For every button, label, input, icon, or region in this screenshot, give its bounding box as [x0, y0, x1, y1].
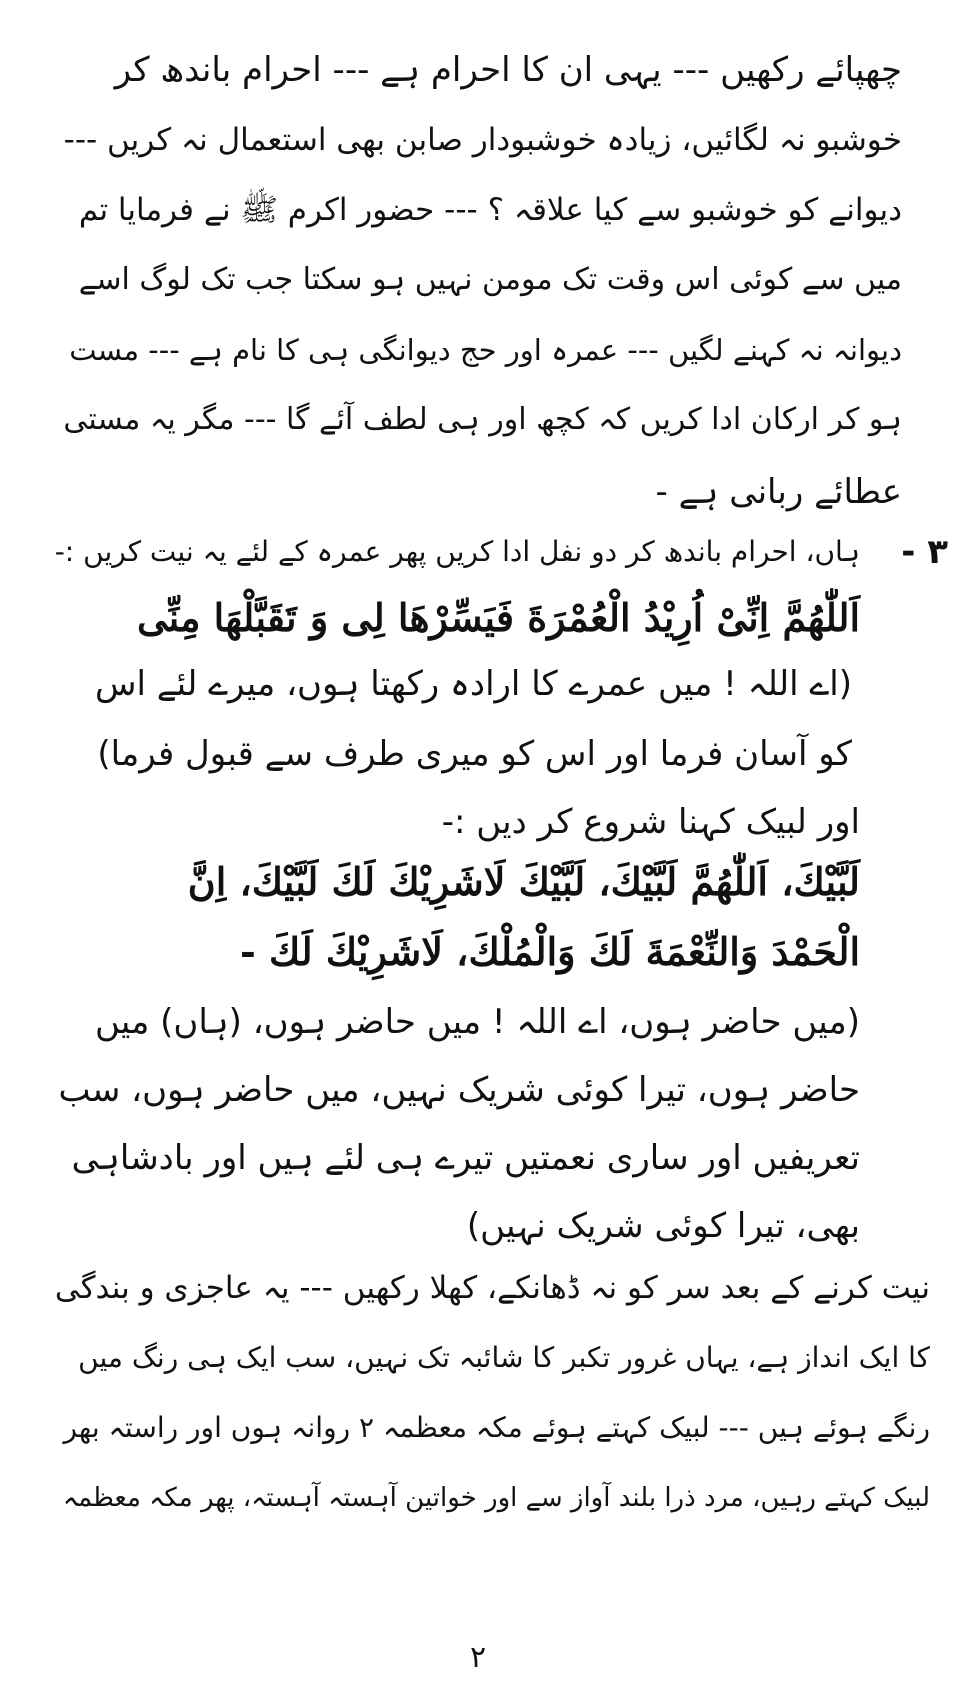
translation-line: بھی، تیرا کوئی شریک نہیں): [466, 1206, 860, 1246]
text-line: دیوانہ نہ کہنے لگیں --- عمرہ اور حج دیوانگی ہی کا نام ہے --- مست: [69, 333, 902, 367]
text-line: رنگے ہوئے ہیں --- لبیک کہتے ہوئے مکہ معظمہ ۲ روانہ ہوں اور راستہ بھر: [63, 1411, 930, 1444]
text-line: کا ایک انداز ہے، یہاں غرور تکبر کا شائبہ تک نہیں، سب ایک ہی رنگ میں: [78, 1341, 930, 1374]
talbiyah-arabic-line: الْحَمْدَ وَالنِّعْمَةَ لَكَ وَالْمُلْكَ، لَاشَرِیْكَ لَكَ -: [240, 929, 860, 974]
text-line: نیت کرنے کے بعد سر کو نہ ڈھانکے، کھلا رکھیں --- یہ عاجزی و بندگی: [54, 1270, 930, 1306]
item-number: ۳ -: [901, 532, 948, 572]
text-line: لبیک کہتے رہیں، مرد ذرا بلند آواز سے اور خواتین آہستہ آہستہ، پھر مکہ معظمہ: [62, 1483, 930, 1513]
arabic-dua: اَللّٰهُمَّ اِنِّیْ اُرِیْدُ الْعُمْرَةَ فَیَسِّرْهَا لِی وَ تَقَبَّلْهَا مِنِّی: [136, 595, 860, 640]
translation-line: کو آسان فرما اور اس کو میری طرف سے قبول فرما): [97, 734, 852, 774]
text-line: خوشبو نہ لگائیں، زیادہ خوشبودار صابن بھی استعمال نہ کریں ---: [63, 122, 902, 158]
page-number: ۲: [470, 1640, 487, 1675]
translation-line: (میں حاضر ہوں، اے اللہ ! میں حاضر ہوں، (ہاں) میں: [94, 1002, 860, 1042]
text-line: چھپائے رکھیں --- یہی ان کا احرام ہے --- احرام باندھ کر: [114, 50, 902, 90]
translation-line: حاضر ہوں، تیرا کوئی شریک نہیں، میں حاضر ہوں، سب: [58, 1070, 860, 1110]
talbiyah-arabic-line: لَبَّیْكَ، اَللّٰهُمَّ لَبَّیْكَ، لَبَّیْكَ لَاشَرِیْكَ لَكَ لَبَّیْكَ، اِنَّ: [187, 859, 860, 904]
text-line: میں سے کوئی اس وقت تک مومن نہیں ہو سکتا جب تک لوگ اسے: [78, 262, 902, 297]
text-line: ہو کر ارکان ادا کریں کہ کچھ اور ہی لطف آئے گا --- مگر یہ مستی: [63, 402, 902, 437]
translation-line: (اے اللہ ! میں عمرے کا ارادہ رکھتا ہوں، میرے لئے اس: [95, 664, 852, 704]
translation-line: تعریفیں اور ساری نعمتیں تیرے ہی لئے ہیں اور بادشاہی: [71, 1138, 860, 1178]
item-text: ہاں، احرام باندھ کر دو نفل ادا کریں پھر عمرہ کے لئے یہ نیت کریں :-: [54, 535, 860, 568]
talbiyah-intro: اور لبیک کہنا شروع کر دیں :-: [441, 802, 860, 842]
text-line: عطائے ربانی ہے -: [655, 472, 902, 512]
text-line: دیوانے کو خوشبو سے کیا علاقہ ؟ --- حضور اکرم ﷺ نے فرمایا تم: [78, 192, 902, 228]
